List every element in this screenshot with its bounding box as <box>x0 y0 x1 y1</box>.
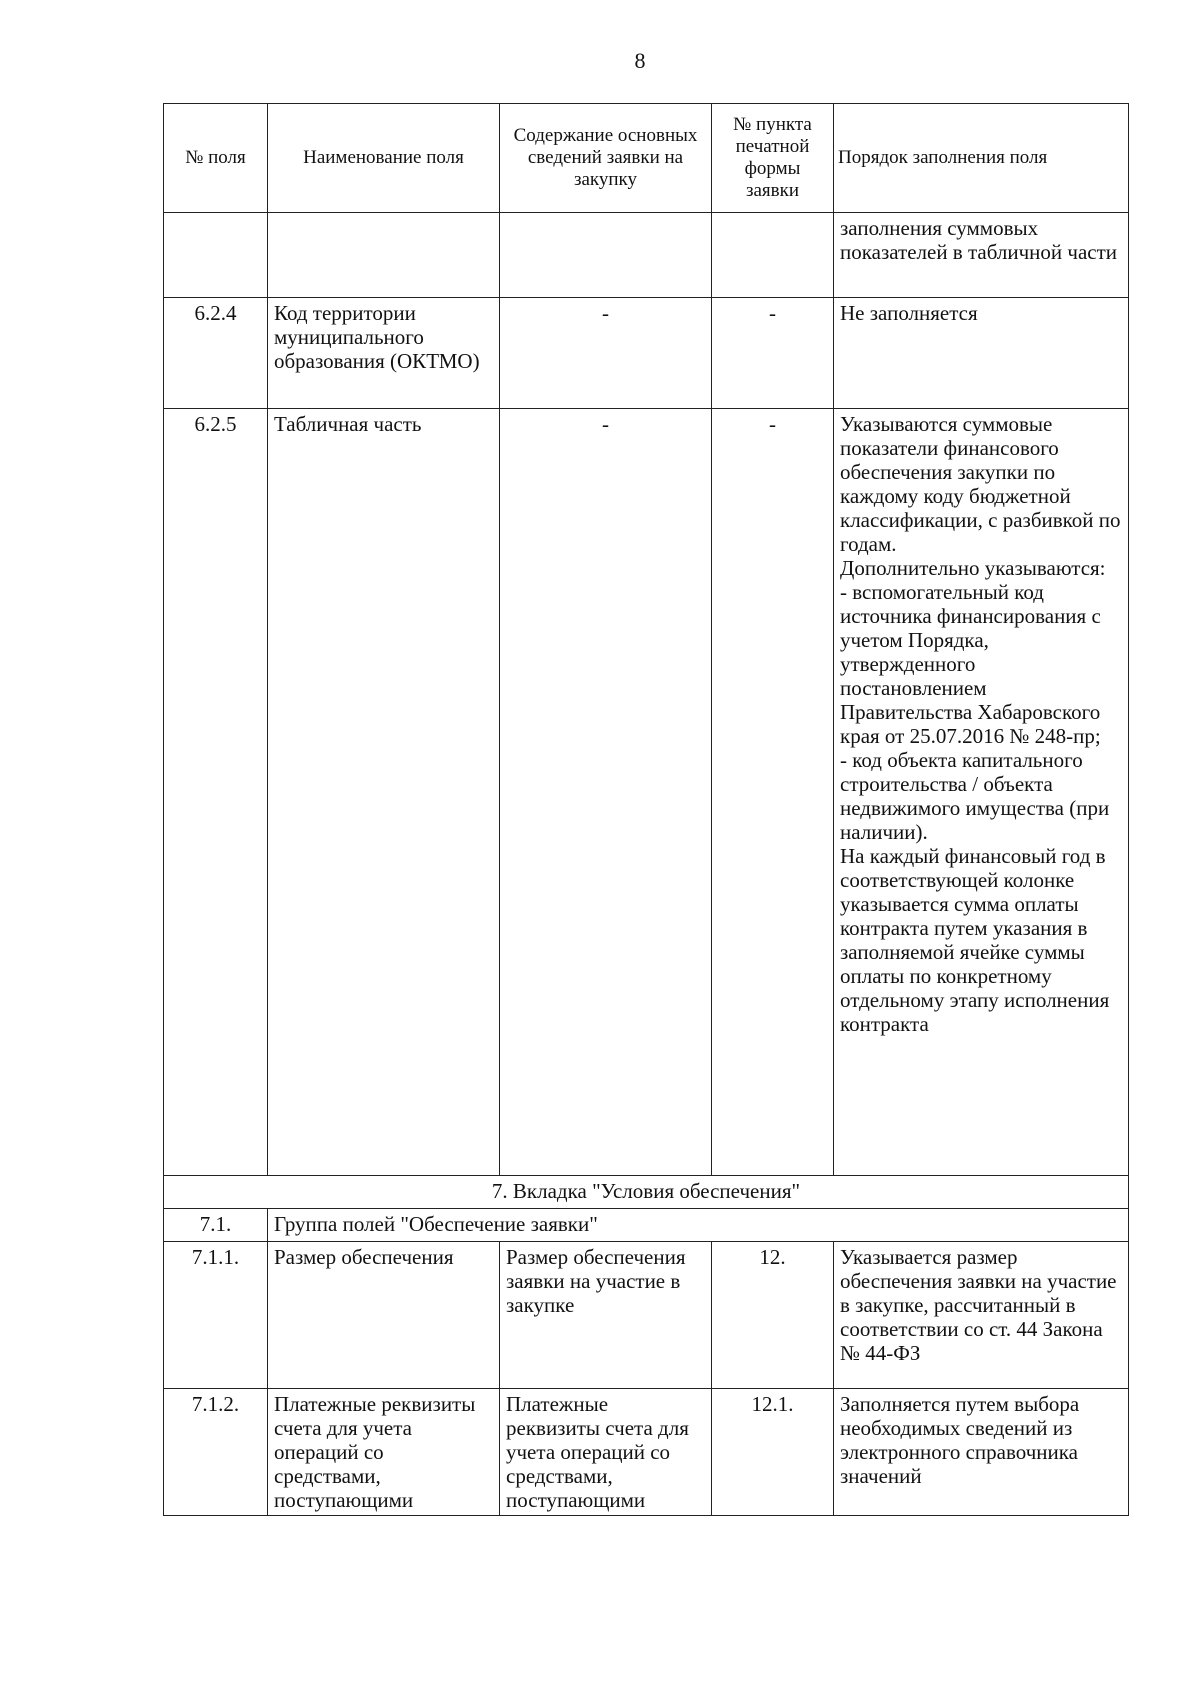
table-row <box>164 213 1129 298</box>
section-row <box>164 1176 1129 1209</box>
cell-name: Платежные реквизиты счета для учета операций со средствами, поступающими <box>268 1389 500 1516</box>
header-fill-order: Порядок заполнения поля <box>834 104 1129 213</box>
cell-num: 7.1.1. <box>164 1242 268 1389</box>
cell-print-item: 12. <box>712 1242 834 1389</box>
page-number: 8 <box>634 48 646 73</box>
cell-fill-order: Указывается размер обеспечения заявки на участие в закупке, рассчитанный в соответствии со ст. 44 Закона № 44-ФЗ <box>834 1242 1129 1389</box>
cell-content: - <box>500 298 712 409</box>
cell-name: Код территории муниципального образования (ОКТМО) <box>268 298 500 409</box>
cell-content: Размер обеспечения заявки на участие в закупке <box>500 1242 712 1389</box>
cell-fill-order: Указываются суммовые показатели финансового обеспечения закупки по каждому коду бюджетной классификации, с разбивкой по годам. Дополнительно указываются: - вспомогательный код источника финансирования с учетом Порядка, утвержденного постановлением Правительства Хабаровского края от 25.07.2016 № 248-пр; - код объекта капитального строительства / объекта недвижимого имущества (при наличии). На каждый финансовый год в соответствующей колонке указывается сумма оплаты контракта путем указания в заполняемой ячейке суммы оплаты по конкретному отдельному этапу исполнения контракта <box>834 409 1129 1176</box>
table-row <box>164 1389 1129 1516</box>
group-row <box>164 1209 1129 1242</box>
table-row <box>164 298 1129 409</box>
cell-print-item <box>712 213 834 298</box>
header-print-item: № пункта печатной формы заявки <box>712 104 834 213</box>
group-title: Группа полей "Обеспечение заявки" <box>268 1209 1129 1242</box>
cell-content: - <box>500 409 712 1176</box>
requirements-table <box>163 103 1129 1516</box>
table-header-row <box>164 104 1129 213</box>
table-row <box>164 1242 1129 1389</box>
cell-name: Табличная часть <box>268 409 500 1176</box>
cell-num: 6.2.4 <box>164 298 268 409</box>
cell-print-item: - <box>712 298 834 409</box>
header-content: Содержание основных сведений заявки на закупку <box>500 104 712 213</box>
section-title: 7. Вкладка "Условия обеспечения" <box>164 1176 1129 1209</box>
cell-content <box>500 213 712 298</box>
header-field-name: Наименование поля <box>268 104 500 213</box>
cell-fill-order: Заполняется путем выбора необходимых сведений из электронного справочника значений <box>834 1389 1129 1516</box>
cell-num: 7.1. <box>164 1209 268 1242</box>
cell-name <box>268 213 500 298</box>
cell-print-item: - <box>712 409 834 1176</box>
cell-fill-order: Не заполняется <box>834 298 1129 409</box>
cell-num <box>164 213 268 298</box>
cell-num: 7.1.2. <box>164 1389 268 1516</box>
cell-print-item: 12.1. <box>712 1389 834 1516</box>
table-row <box>164 409 1129 1176</box>
cell-fill-order: заполнения суммовых показателей в табличной части <box>834 213 1129 298</box>
cell-num: 6.2.5 <box>164 409 268 1176</box>
header-field-no: № поля <box>164 104 268 213</box>
cell-name: Размер обеспечения <box>268 1242 500 1389</box>
cell-content: Платежные реквизиты счета для учета операций со средствами, поступающими <box>500 1389 712 1516</box>
